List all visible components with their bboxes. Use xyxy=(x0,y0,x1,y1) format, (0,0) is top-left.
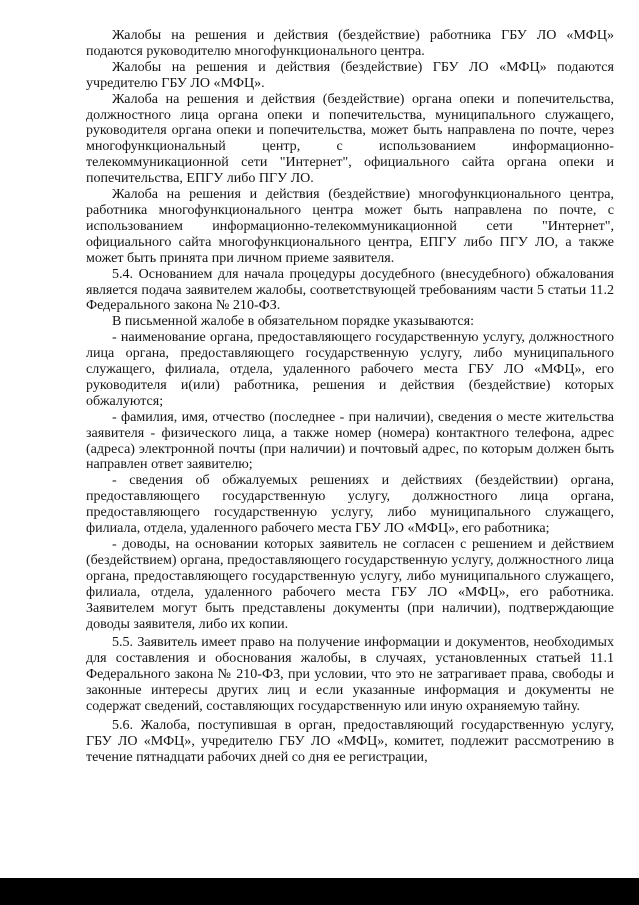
paragraph-section-5-4: 5.4. Основанием для начала процедуры досудебного (внесудебного) обжалования является подача заявителем жалобы, соответствующей требованиям части 5 статьи 11.2 Федерального закона № 210-ФЗ. xyxy=(86,265,614,314)
list-item-applicant-details: - фамилия, имя, отчество (последнее - при наличии), сведения о месте жительства заявителя - физического лица, а также номер (номера) контактного телефона, адрес (адреса) электронной почты (при наличии) и почтовый адрес, по которым должен быть направлен ответ заявителю; xyxy=(86,408,614,473)
paragraph-complaint-mfc: Жалобы на решения и действия (бездействие) ГБУ ЛО «МФЦ» подаются учредителю ГБУ ЛО «МФЦ». xyxy=(86,58,614,91)
document-body xyxy=(86,28,614,766)
scan-bottom-edge xyxy=(0,878,639,905)
paragraph-complaint-mfc-employee: Жалобы на решения и действия (бездействие) работника ГБУ ЛО «МФЦ» подаются руководителю многофункционального центра. xyxy=(86,27,614,59)
list-item-arguments: - доводы, на основании которых заявитель не согласен с решением и действием (бездействием) органа, предоставляющего государственную услугу, должностного лица органа, предоставляющего государственную услугу, либо муниципального служащего, филиала, отдела, удаленного рабочего места ГБУ ЛО «МФЦ», его работника. Заявителем могут быть представлены документы (при наличии), подтверждающие доводы заявителя, либо их копии. xyxy=(86,536,614,632)
paragraph-section-5-5: 5.5. Заявитель имеет право на получение информации и документов, необходимых для составления и обоснования жалобы, в случаях, установленных статьей 11.1 Федерального закона № 210-ФЗ, при условии, что это не затрагивает права, свободы и законные интересы других лиц и если указанные информация и документы не содержат сведений, составляющих государственную или иную охраняемую тайну. xyxy=(86,634,614,715)
paragraph-complaint-mfc-submission: Жалоба на решения и действия (бездействие) многофункционального центра, работника многофункционального центра может быть направлена по почте, с использованием информационно-телекоммуникационной сети "Интернет", официального сайта многофункционального центра, ЕПГУ либо ПГУ ЛО, а также может быть принята при личном приеме заявителя. xyxy=(86,186,614,266)
paragraph-required-items-intro: В письменной жалобе в обязательном порядке указываются: xyxy=(112,313,475,330)
list-item-appealed-decisions: - сведения об обжалуемых решениях и действиях (бездействии) органа, предоставляющего государственную услугу, должностного лица органа, предоставляющего государственную услугу, либо муниципального служащего, филиала, отдела, удаленного рабочего места ГБУ ЛО «МФЦ», его работника; xyxy=(86,472,614,537)
paragraph-section-5-6: 5.6. Жалоба, поступившая в орган, предоставляющий государственную услугу, ГБУ ЛО «МФЦ», учредителю ГБУ ЛО «МФЦ», комитет, подлежит рассмотрению в течение пятнадцати рабочих дней со дня ее регистрации, xyxy=(86,716,614,765)
paragraph-complaint-guardianship: Жалоба на решения и действия (бездействие) органа опеки и попечительства, должностного лица органа опеки и попечительства, муниципального служащего, руководителя органа опеки и попечительства, может быть направлена по почте, через многофункциональный центр, с использованием информационно-телекоммуникационной сети "Интернет", официального сайта органа опеки и попечительства, ЕПГУ либо ПГУ ЛО. xyxy=(86,90,614,187)
list-item-authority-name: - наименование органа, предоставляющего государственную услугу, должностного лица органа, предоставляющего государственную услугу, либо муниципального служащего, филиала, отдела, удаленного рабочего места ГБУ ЛО «МФЦ», его руководителя и(или) работника, решения и действия (бездействие) которых обжалуются; xyxy=(86,329,614,409)
